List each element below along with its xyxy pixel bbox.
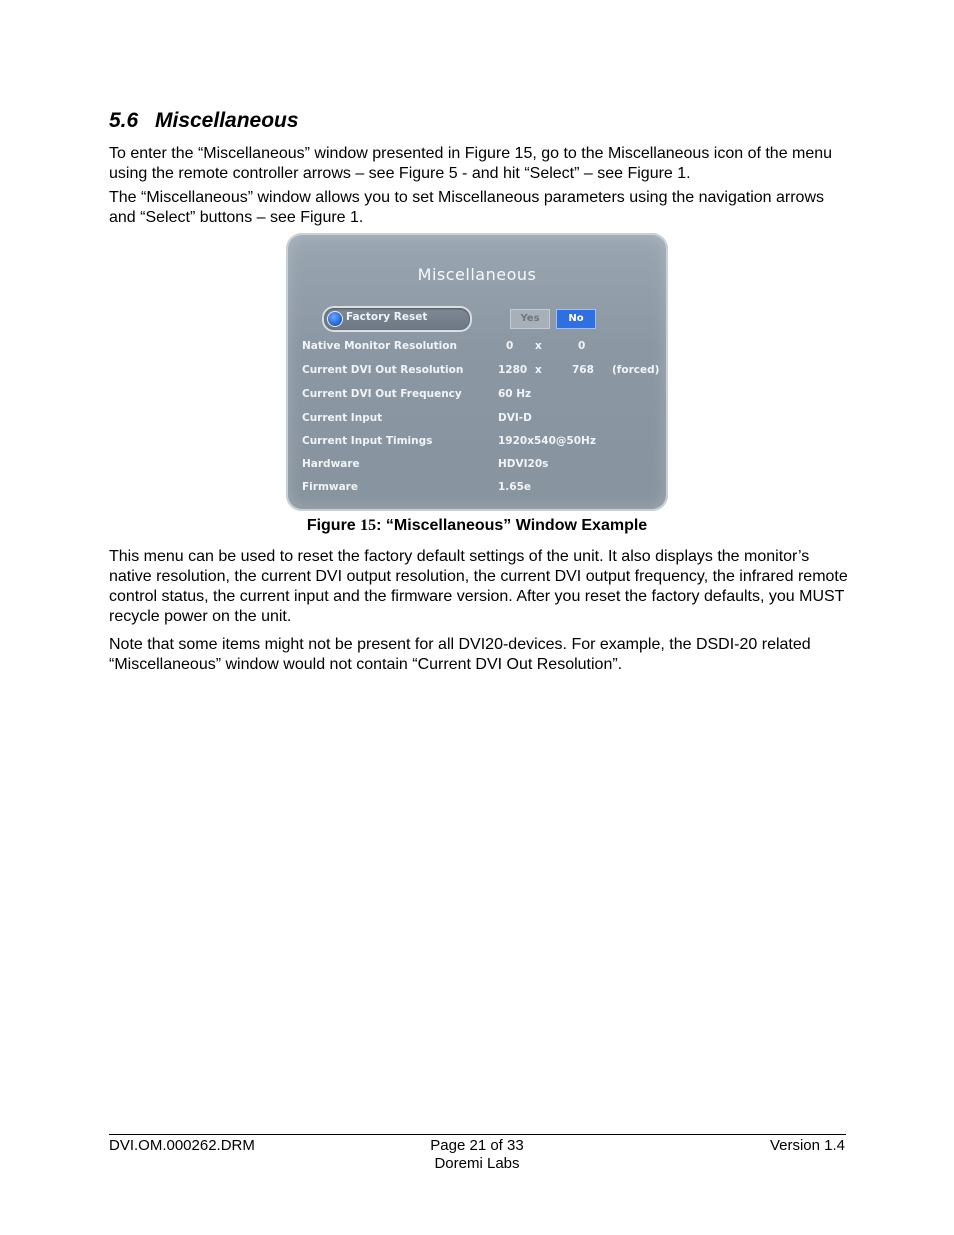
row-label: Current DVI Out Resolution — [302, 364, 464, 376]
paragraph-intro: To enter the “Miscellaneous” window presented in Figure 15, go to the Miscellaneous icon of the menu using the remote controller arrows – see Figure 5 - and hit “Select” – see Figure 1. — [109, 145, 833, 182]
caption-prefix: Figure — [306, 517, 361, 534]
paragraph-menu-usage: This menu can be used to reset the factory default settings of the unit. It also displays the monitor’s native resolution, the current DVI output resolution, the current DVI output frequency, the infrared remote control status, the current input and the firmware version. After you reset the factory defaults, you MUST recycle power on the unit. — [109, 548, 848, 625]
row-value: 0 — [506, 340, 514, 352]
row-value: 1920x540@50Hz — [498, 435, 596, 447]
figure-caption — [0, 517, 954, 535]
footer-version: Version 1.4 — [769, 1137, 845, 1154]
caption-number: 15 — [360, 517, 377, 534]
footer-page-number: Page 21 of 33 — [430, 1137, 524, 1154]
caption-text: : “Miscellaneous” Window Example — [376, 517, 648, 534]
radio-dot-icon — [327, 311, 343, 327]
factory-reset-label: Factory Reset — [346, 311, 428, 323]
row-label: Current Input — [302, 412, 383, 424]
row-value-2: 768 — [572, 364, 594, 376]
row-label: Current DVI Out Frequency — [302, 388, 462, 400]
info-row-current-dvi-out-resolution — [302, 364, 662, 380]
row-value: 1.65e — [498, 481, 532, 493]
info-row-current-input-timings — [302, 435, 662, 451]
paragraph-note: Note that some items might not be present for all DVI20-devices. For example, the DSDI-20 related “Miscellaneous” window would not contain “Current DVI Out Resolution”. — [109, 636, 811, 673]
row-label: Hardware — [302, 458, 360, 470]
yes-button[interactable]: Yes — [510, 309, 550, 329]
row-separator: x — [535, 364, 542, 376]
footer-doc-id: DVI.OM.000262.DRM — [109, 1137, 255, 1154]
paragraph-description: The “Miscellaneous” window allows you to set Miscellaneous parameters using the navigation arrows and “Select” buttons – see Figure 1. — [109, 189, 825, 226]
row-value: DVI-D — [498, 412, 532, 424]
footer-divider — [109, 1134, 846, 1135]
factory-reset-button[interactable] — [322, 306, 472, 332]
footer-company: Doremi Labs — [434, 1155, 520, 1172]
row-value: 60 Hz — [498, 388, 532, 400]
window-title: Miscellaneous — [417, 265, 537, 284]
section-number: 5.6 — [109, 109, 139, 132]
info-row-firmware — [302, 481, 662, 497]
row-value: 1280 — [498, 364, 528, 376]
miscellaneous-window-figure — [286, 233, 668, 511]
no-button[interactable]: No — [556, 309, 596, 329]
row-label: Current Input Timings — [302, 435, 433, 447]
section-title: Miscellaneous — [155, 109, 299, 132]
row-separator: x — [535, 340, 542, 352]
info-row-current-dvi-out-frequency — [302, 388, 662, 404]
row-value: HDVI20s — [498, 458, 549, 470]
row-value-2: 0 — [578, 340, 586, 352]
row-value-3: (forced) — [612, 364, 660, 376]
info-row-native-monitor-resolution — [302, 340, 662, 356]
section-heading — [109, 107, 299, 135]
row-label: Native Monitor Resolution — [302, 340, 457, 352]
info-row-current-input — [302, 412, 662, 428]
row-label: Firmware — [302, 481, 358, 493]
info-row-hardware — [302, 458, 662, 474]
